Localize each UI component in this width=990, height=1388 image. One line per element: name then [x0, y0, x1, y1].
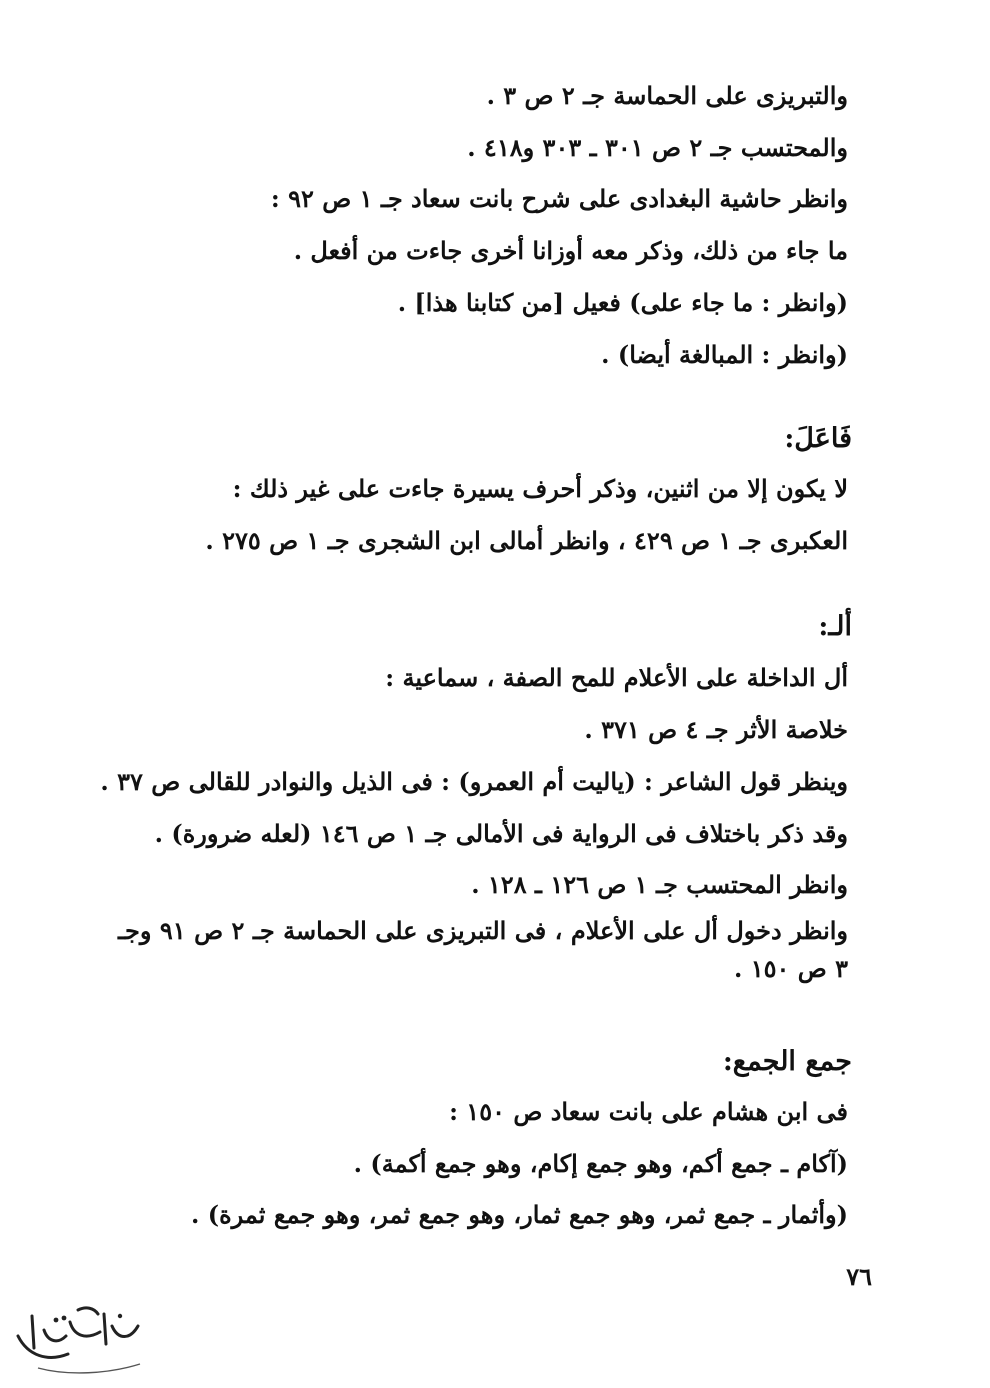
text-line: وينظر قول الشاعر : (ياليت أم العمرو) : فى الذيل والنوادر للقالى ص ٣٧ . — [100, 767, 848, 796]
text-line: أل الداخلة على الأعلام للمح الصفة ، سماعية : — [385, 663, 848, 692]
stamp-logo-icon — [8, 1296, 148, 1382]
text-line: (وانظر : ما جاء على) فعيل [من كتابنا هذا] . — [397, 288, 848, 317]
text-line: وانظر حاشية البغدادى على شرح بانت سعاد جـ ١ ص ٩٢ : — [270, 184, 848, 213]
section-heading-faal: فَاعَلَ: — [784, 423, 852, 454]
section-heading-jam: جمع الجمع: — [722, 1046, 852, 1077]
text-line: العكبرى جـ ١ ص ٤٢٩ ، وانظر أمالى ابن الشجرى جـ ١ ص ٢٧٥ . — [205, 526, 848, 555]
text-line: فى ابن هشام على بانت سعاد ص ١٥٠ : — [449, 1097, 848, 1126]
text-paragraph: وانظر دخول أل على الأعلام ، فى التبريزى على الحماسة جـ ٢ ص ٩١ وجـ ٣ ص ١٥٠ . — [118, 916, 849, 983]
text-line: (وانظر : المبالغة أيضا) . — [601, 340, 848, 369]
section-heading-al: ألـ: — [818, 611, 852, 642]
text-line: خلاصة الأثر جـ ٤ ص ٣٧١ . — [584, 715, 848, 744]
text-line: (آكام ـ جمع أكم، وهو جمع إكام، وهو جمع أكمة) . — [353, 1149, 848, 1178]
text-line: وقد ذكر باختلاف فى الرواية فى الأمالى جـ ١ ص ١٤٦ (لعله ضرورة) . — [154, 819, 848, 848]
text-line: ما جاء من ذلك، وذكر معه أوزانا أخرى جاءت من أفعل . — [293, 236, 848, 265]
page-number: ٧٦ — [846, 1262, 872, 1291]
text-line: والتبريزى على الحماسة جـ ٢ ص ٣ . — [486, 81, 848, 110]
text-line: والمحتسب جـ ٢ ص ٣٠١ ـ ٣٠٣ و٤١٨ . — [467, 133, 848, 162]
text-line: (وأثمار ـ جمع ثمر، وهو جمع ثمار، وهو جمع ثمر، وهو جمع ثمرة) . — [191, 1200, 848, 1229]
text-line: لا يكون إلا من اثنين، وذكر أحرف يسيرة جاءت على غير ذلك : — [232, 474, 848, 503]
text-line: وانظر المحتسب جـ ١ ص ١٢٦ ـ ١٢٨ . — [471, 870, 848, 899]
